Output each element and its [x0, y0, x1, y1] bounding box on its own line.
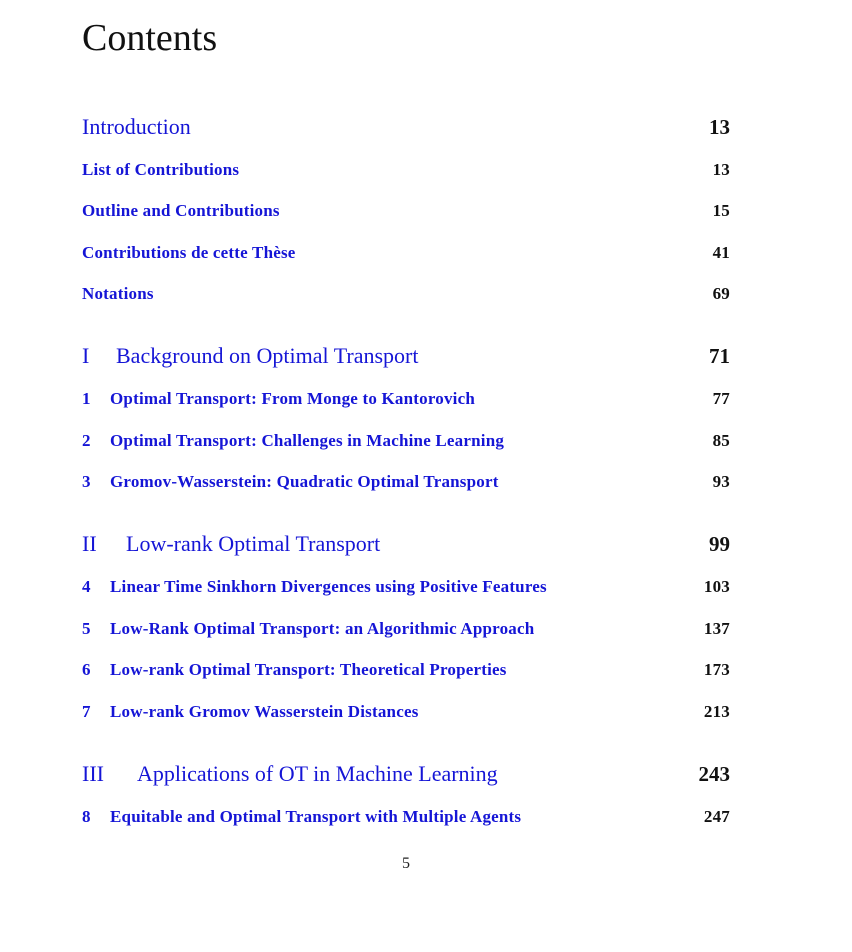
toc-chapter-label: [82, 619, 534, 639]
toc-page-number: 243: [698, 762, 730, 786]
toc-label: Low-rank Optimal Transport: Theoretical Properties: [110, 660, 507, 679]
toc-page-number: 213: [703, 702, 730, 721]
toc-chapter-number: 3: [82, 472, 91, 491]
toc-chapter-label: [82, 702, 419, 722]
toc-chapter-label: [82, 577, 547, 597]
toc-label: Notations: [82, 284, 154, 303]
toc-page-number: 13: [709, 115, 730, 139]
toc-chapter-3[interactable]: [82, 472, 730, 492]
toc-label: Background on Optimal Transport: [116, 343, 419, 368]
toc-chapter-label: [82, 431, 504, 451]
toc-page-number: 41: [712, 243, 730, 262]
toc-chapter-number: 1: [82, 389, 91, 408]
toc-entry-contributions-fr[interactable]: [82, 243, 730, 263]
toc-page-number: 99: [709, 532, 730, 556]
toc-label: List of Contributions: [82, 160, 240, 179]
toc-part-label: [82, 343, 419, 369]
toc-page-number: 93: [712, 472, 730, 491]
toc-chapter-8[interactable]: [82, 807, 730, 827]
toc-part-1[interactable]: [82, 343, 730, 369]
toc-label: Contributions de cette Thèse: [82, 243, 296, 262]
toc-part-2[interactable]: [82, 531, 730, 557]
toc-part-label: [82, 531, 380, 557]
toc-label: Low-rank Gromov Wasserstein Distances: [110, 702, 419, 721]
toc-label: Equitable and Optimal Transport with Multiple Agents: [110, 807, 522, 826]
page-title: Contents: [82, 17, 218, 59]
toc-intro-heading[interactable]: [82, 114, 730, 140]
toc-page-number: 173: [703, 660, 730, 679]
toc-chapter-4[interactable]: [82, 577, 730, 597]
page-number-footer: 5: [402, 855, 410, 872]
toc-page-number: 103: [703, 577, 730, 596]
toc-page-number: 247: [703, 807, 730, 826]
toc-label: Introduction: [82, 114, 191, 139]
toc-page-number: 77: [712, 389, 730, 408]
toc-entry-list-of-contributions[interactable]: [82, 160, 730, 180]
toc-chapter-label: [82, 389, 475, 409]
toc-chapter-label: [82, 807, 521, 827]
toc-chapter-number: 2: [82, 431, 91, 450]
toc-page-number: 137: [703, 619, 730, 638]
toc-label: Optimal Transport: Challenges in Machine Learning: [110, 431, 505, 450]
toc-chapter-7[interactable]: [82, 702, 730, 722]
toc-label: Linear Time Sinkhorn Divergences using Positive Features: [110, 577, 547, 596]
toc-chapter-2[interactable]: [82, 431, 730, 451]
toc-label: Outline and Contributions: [82, 201, 280, 220]
toc-label: Low-Rank Optimal Transport: an Algorithmic Approach: [110, 619, 535, 638]
toc-part-label: [82, 761, 498, 787]
toc-chapter-label: [82, 660, 507, 680]
toc-part-number: III: [82, 761, 104, 786]
toc-label: Applications of OT in Machine Learning: [137, 761, 498, 786]
toc-entry-notations[interactable]: [82, 284, 730, 304]
toc-page-number: 15: [712, 201, 730, 220]
toc-chapter-1[interactable]: [82, 389, 730, 409]
toc-label: Optimal Transport: From Monge to Kantorovich: [110, 389, 475, 408]
toc-page-number: 71: [709, 344, 730, 368]
toc-chapter-5[interactable]: [82, 619, 730, 639]
toc-page-number: 13: [712, 160, 730, 179]
toc-chapter-number: 8: [82, 807, 91, 826]
toc-chapter-label: [82, 472, 499, 492]
toc-entry-outline[interactable]: [82, 201, 730, 221]
toc-chapter-number: 4: [82, 577, 91, 596]
toc-chapter-number: 6: [82, 660, 91, 679]
toc-label: Low-rank Optimal Transport: [126, 531, 381, 556]
toc-part-number: I: [82, 343, 90, 368]
toc-page-number: 69: [712, 284, 730, 303]
toc-label: Gromov-Wasserstein: Quadratic Optimal Transport: [110, 472, 499, 491]
toc-part-3[interactable]: [82, 761, 730, 787]
toc-chapter-6[interactable]: [82, 660, 730, 680]
toc-chapter-number: 5: [82, 619, 91, 638]
toc-page-number: 85: [712, 431, 730, 450]
toc-chapter-number: 7: [82, 702, 91, 721]
toc-part-number: II: [82, 531, 97, 556]
